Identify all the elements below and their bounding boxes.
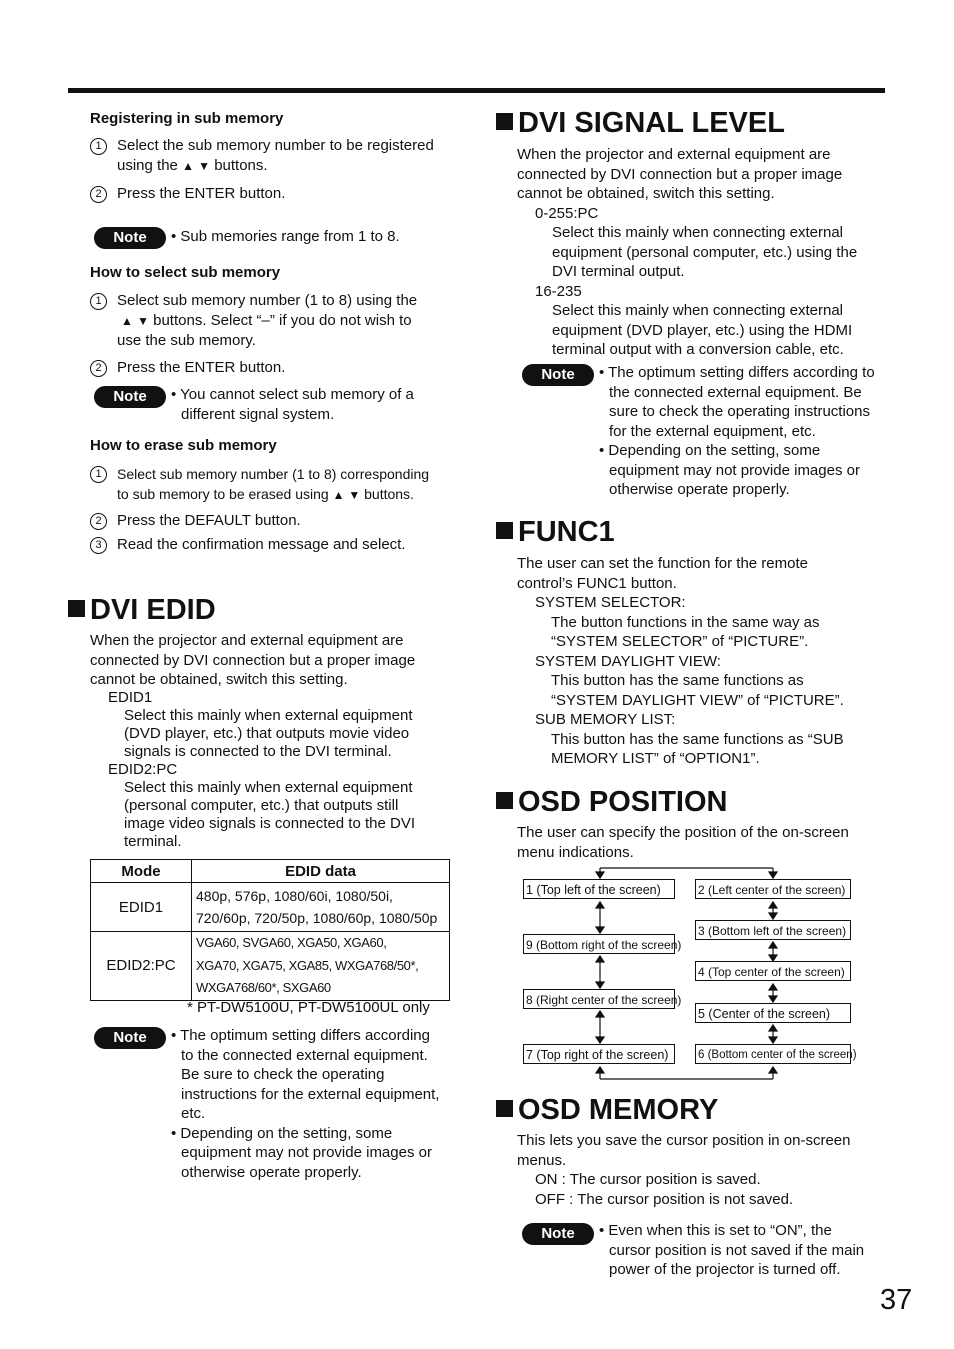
- square-bullet-icon: [496, 522, 513, 539]
- table-row: [91, 932, 450, 1001]
- table-header-row: [91, 860, 450, 883]
- note-text: • You cannot select sub memory of a different signal system.: [171, 386, 414, 423]
- table-row: [91, 883, 450, 932]
- osd-memory-body: This lets you save the cursor position in on-screen menus. ON : The cursor position is saved. OFF : The cursor position is not saved.: [517, 1132, 851, 1208]
- step-number: 3: [90, 537, 107, 554]
- step-number: 2: [90, 513, 107, 530]
- osd-position-intro: The user can specify the position of the on-screen menu indications.: [517, 824, 849, 861]
- table-cell-data: 480p, 576p, 1080/60i, 1080/50i, 720/60p, 720/50p, 1080/60p, 1080/50p: [192, 883, 450, 932]
- dvi-signal-level-title: DVI SIGNAL LEVEL: [496, 107, 785, 139]
- registering-step-2: 2 Press the ENTER button.: [90, 184, 285, 204]
- step-number: 2: [90, 360, 107, 377]
- up-arrow-icon: ▲: [121, 314, 133, 328]
- table-cell-data: VGA60, SVGA60, XGA50, XGA60, XGA70, XGA75, XGA85, WXGA768/50*, WXGA768/60*, SXGA60: [192, 932, 450, 1001]
- osd-position-box-6: 6 (Bottom center of the screen): [695, 1044, 851, 1064]
- registering-step-1: 1 Select the sub memory number to be registered using the ▲ ▼ buttons.: [90, 136, 434, 176]
- note-text: • Even when this is set to “ON”, the cursor position is not saved if the main power of the projector is turned off.: [599, 1222, 865, 1278]
- select-step-2: 2 Press the ENTER button.: [90, 358, 285, 378]
- select-step-1: 1 Select sub memory number (1 to 8) using the ▲ ▼ buttons. Select “–” if you do not wish to use the sub memory.: [90, 291, 417, 351]
- osd-position-box-5: 5 (Center of the screen): [695, 1003, 851, 1023]
- osd-position-box-9: 9 (Bottom right of the screen): [523, 934, 675, 954]
- osd-position-title: OSD POSITION: [496, 786, 727, 818]
- square-bullet-icon: [68, 600, 85, 617]
- table-cell-mode: EDID1: [91, 883, 192, 932]
- osd-memory-title: OSD MEMORY: [496, 1094, 718, 1126]
- down-arrow-icon: ▼: [198, 159, 211, 173]
- osd-position-box-4: 4 (Top center of the screen): [695, 961, 851, 981]
- dvi-signal-intro: When the projector and external equipment are connected by DVI connection but a proper image cannot be obtained, switch this setting. 0-255:PC Select this mainly when connecting external equipment (personal computer, etc.) using the DVI terminal output. 16-235 Select this mainly when connecting external equipment (DVD player, etc.) using the HDMI terminal output with a conversion cable, etc.: [517, 146, 858, 358]
- osd-position-box-1: 1 (Top left of the screen): [523, 879, 675, 899]
- note-text: • The optimum setting differs according to the connected external equipment. Be sure to check the operating instructions for the external equipment, etc. • Depending on the setting, some equipment may not provide images or otherwise operate properly.: [599, 364, 875, 498]
- note-badge: Note: [94, 1027, 166, 1049]
- table-header-edid-data: EDID data: [192, 860, 450, 883]
- note-badge: Note: [522, 364, 594, 386]
- edid1-option: EDID1 Select this mainly when external equipment (DVD player, etc.) that outputs movie video signals is connected to the DVI terminal. EDID2:PC Select this mainly when external equipment (personal computer, etc.) that outputs still image video signals is connected to the DVI terminal.: [108, 689, 415, 850]
- step-number: 1: [90, 293, 107, 310]
- note-badge: Note: [94, 386, 166, 408]
- dvi-edid-intro: When the projector and external equipment are connected by DVI connection but a proper image cannot be obtained, switch this setting.: [90, 632, 416, 688]
- square-bullet-icon: [496, 1100, 513, 1117]
- osd-position-box-2: 2 (Left center of the screen): [695, 879, 851, 899]
- erase-step-2: 2 Press the DEFAULT button.: [90, 511, 301, 531]
- note-badge: Note: [522, 1223, 594, 1245]
- dvi-edid-title: DVI EDID: [68, 594, 216, 626]
- page-number: 37: [880, 1284, 913, 1316]
- step-number: 1: [90, 466, 107, 483]
- table-cell-mode: EDID2:PC: [91, 932, 192, 1001]
- step-number: 2: [90, 186, 107, 203]
- up-arrow-icon: ▲: [182, 159, 194, 173]
- note-badge: Note: [94, 227, 166, 249]
- registering-heading: Registering in sub memory: [90, 110, 284, 127]
- table-footnote: * PT-DW5100U, PT-DW5100UL only: [187, 999, 430, 1016]
- up-arrow-icon: ▲: [332, 488, 345, 502]
- func1-title: FUNC1: [496, 516, 615, 548]
- func1-body: The user can set the function for the remote control’s FUNC1 button. SYSTEM SELECTOR: The button functions in the same way as “SYSTEM SELECTOR” of “PICTURE”. SYSTEM DAYLIGHT VIEW: This button has the same functions as “SYSTEM DAYLIGHT VIEW” of “PICTURE”. SUB MEMORY LIST: This button has the same functions as “SUB MEMORY LIST” of “OPTION1”.: [517, 555, 844, 767]
- edid-table: [90, 859, 450, 1001]
- table-header-mode: Mode: [91, 860, 192, 883]
- top-rule: [68, 88, 885, 93]
- erase-heading: How to erase sub memory: [90, 437, 277, 454]
- square-bullet-icon: [496, 113, 513, 130]
- osd-position-box-7: 7 (Top right of the screen): [523, 1044, 675, 1064]
- step-number: 1: [90, 138, 107, 155]
- erase-step-3: 3 Read the confirmation message and select.: [90, 535, 406, 555]
- down-arrow-icon: ▼: [348, 488, 361, 502]
- select-heading: How to select sub memory: [90, 264, 281, 281]
- erase-step-1: 1 Select sub memory number (1 to 8) corresponding to sub memory to be erased using ▲ ▼ buttons.: [90, 464, 429, 505]
- square-bullet-icon: [496, 792, 513, 809]
- osd-position-box-3: 3 (Bottom left of the screen): [695, 920, 851, 940]
- down-arrow-icon: ▼: [137, 314, 149, 328]
- note-text: • Sub memories range from 1 to 8.: [171, 228, 400, 245]
- osd-position-box-8: 8 (Right center of the screen): [523, 989, 675, 1009]
- note-text: • The optimum setting differs according to the connected external equipment. Be sure to check the operating instructions for the external equipment, etc. • Depending on the setting, some equipment may not provide images or otherwise operate properly.: [171, 1027, 440, 1181]
